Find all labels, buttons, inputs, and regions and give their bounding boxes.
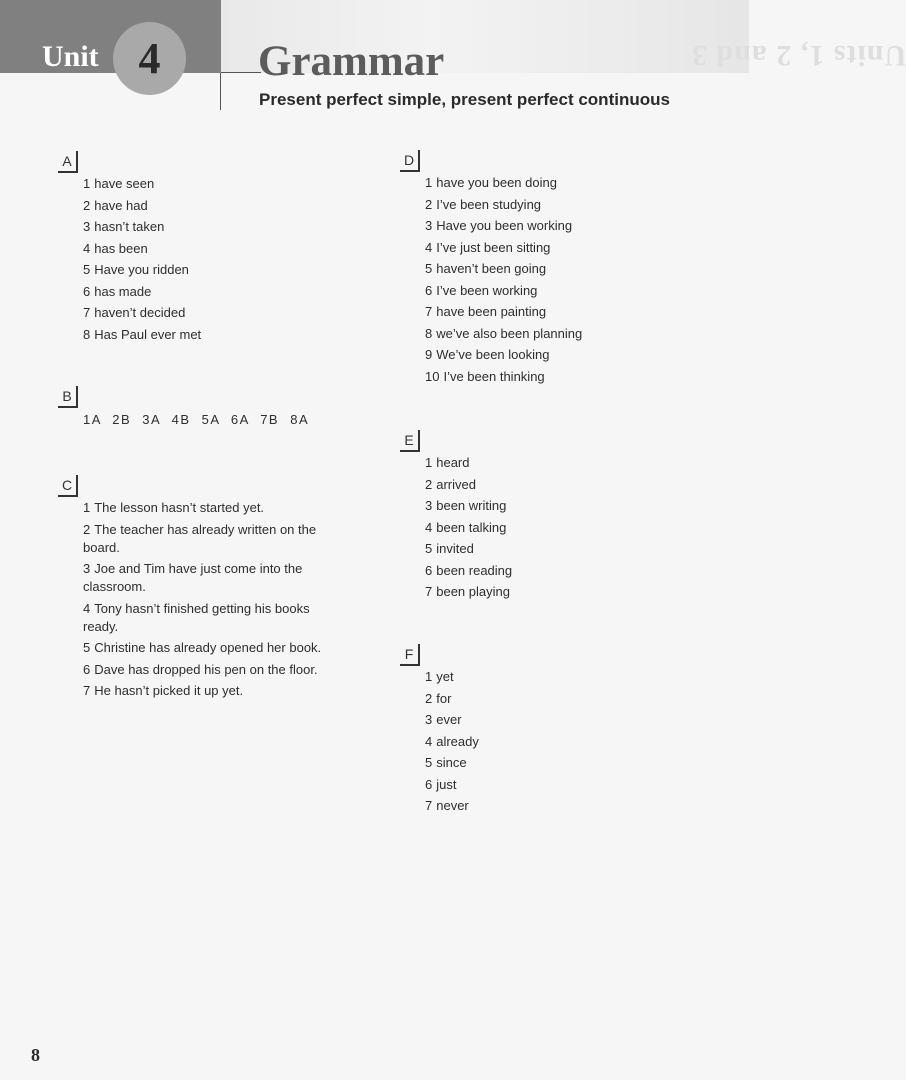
list-item: 2 for: [425, 690, 452, 706]
section-b-answers: 1A 2B 3A 4B 5A 6A 7B 8A: [83, 412, 310, 427]
list-item: 5 since: [425, 755, 467, 770]
list-item: 10 I’ve been thinking: [425, 368, 545, 384]
list-item: 2 have had: [83, 197, 148, 213]
list-item: 8 we’ve also been planning: [425, 325, 583, 341]
list-item: 7 never: [425, 798, 469, 813]
list-item: 7 He hasn’t picked it up yet.: [83, 683, 244, 698]
list-item: 6 just: [425, 776, 457, 792]
list-item: 5 Christine has already opened her book.: [83, 640, 322, 655]
section-d: [400, 150, 582, 389]
section-f-list: [400, 668, 479, 815]
section-label-f: F: [400, 644, 420, 666]
list-item: 9 We’ve been looking: [425, 347, 550, 362]
list-item: 7 have been painting: [425, 304, 547, 319]
section-label-e: E: [400, 430, 420, 452]
section-e: [400, 430, 512, 605]
list-item: 8 Has Paul ever met: [83, 326, 202, 342]
header-band: [0, 0, 221, 73]
list-item: 2 arrived: [425, 476, 476, 492]
list-item: 1 The lesson hasn’t started yet.: [83, 500, 265, 515]
list-item: 4 has been: [83, 240, 148, 256]
list-item: 6 has made: [83, 283, 152, 299]
list-item: 6 Dave has dropped his pen on the floor.: [83, 661, 318, 677]
list-item: 6 been reading: [425, 562, 513, 578]
section-f: [400, 644, 479, 819]
page-title: Grammar: [258, 38, 445, 85]
section-label-c: C: [58, 475, 78, 497]
section-a: [58, 151, 201, 347]
list-item: 3 hasn’t taken: [83, 219, 165, 234]
list-item: 2 I’ve been studying: [425, 196, 542, 212]
page-number: 8: [31, 1045, 40, 1065]
list-item: 3 ever: [425, 712, 462, 727]
page-subtitle: Present perfect simple, present perfect continuous: [259, 90, 670, 109]
section-label-d: D: [400, 150, 420, 172]
list-item: 4 Tony hasn’t finished getting his books ready.: [83, 600, 310, 634]
list-item: 4 already: [425, 733, 479, 749]
list-item: 4 I’ve just been sitting: [425, 239, 551, 255]
list-item: 1 yet: [425, 669, 454, 684]
section-label-a: A: [58, 151, 78, 173]
unit-number-badge: [113, 22, 186, 95]
list-item: 1 have you been doing: [425, 175, 557, 190]
section-d-list: [400, 174, 582, 386]
list-item: 2 The teacher has already written on the board.: [83, 521, 317, 555]
list-item: 5 Have you ridden: [83, 262, 189, 277]
section-c-list: [58, 499, 343, 700]
list-item: 4 been talking: [425, 519, 507, 535]
unit-number: 4: [138, 34, 161, 83]
list-item: 3 Joe and Tim have just come into the classroom.: [83, 561, 303, 594]
list-item: 3 been writing: [425, 498, 507, 513]
section-e-list: [400, 454, 512, 601]
header-divider-horizontal: [221, 72, 261, 73]
faded-bleed-text: Units 1, 2 and 3: [691, 39, 906, 72]
section-label-b: B: [58, 386, 78, 408]
list-item: 7 haven’t decided: [83, 305, 186, 320]
list-item: 6 I’ve been working: [425, 282, 538, 298]
list-item: 1 heard: [425, 455, 470, 470]
unit-label: Unit: [42, 40, 99, 73]
list-item: 7 been playing: [425, 584, 510, 599]
list-item: 3 Have you been working: [425, 218, 573, 233]
list-item: 5 invited: [425, 541, 474, 556]
section-a-list: [58, 175, 201, 344]
section-c: [58, 475, 343, 704]
header-divider: [220, 73, 221, 110]
section-b: [58, 386, 309, 427]
list-item: 5 haven’t been going: [425, 261, 547, 276]
list-item: 1 have seen: [83, 176, 155, 191]
